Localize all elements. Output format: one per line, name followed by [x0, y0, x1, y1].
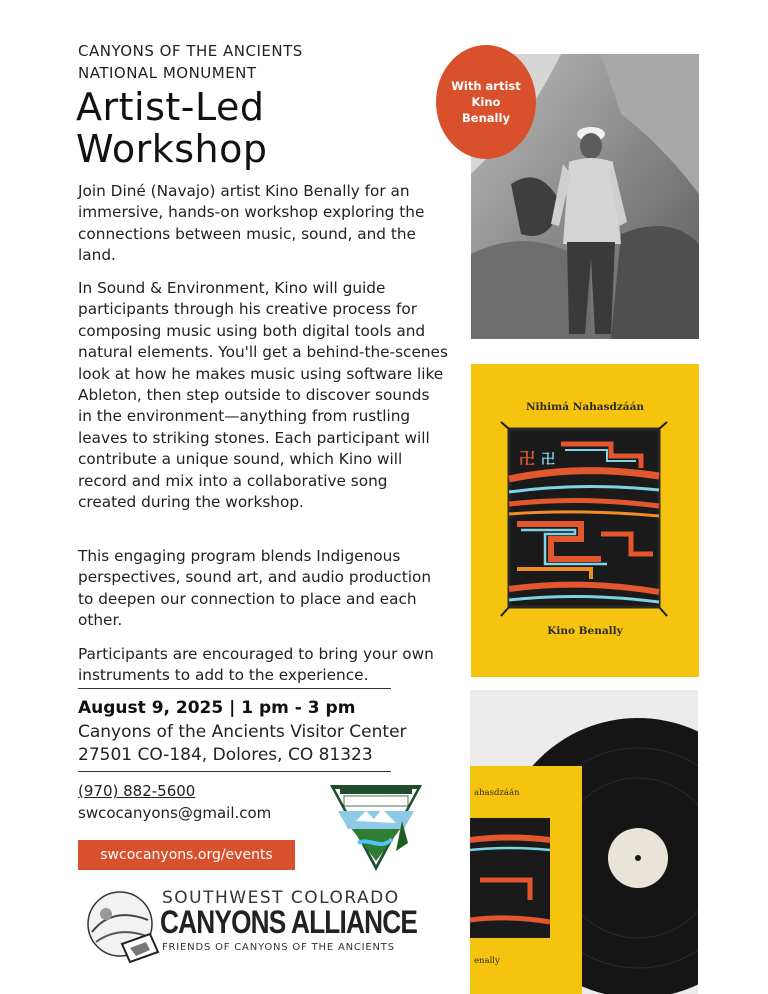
divider [78, 688, 391, 689]
alliance-name-line1: SOUTHWEST COLORADO [162, 888, 400, 908]
monument-name-line2: NATIONAL MONUMENT [78, 64, 257, 82]
vinyl-cover-title: ahasdzáán [474, 788, 520, 798]
divider [78, 771, 391, 772]
monument-name-line1: CANYONS OF THE ANCIENTS [78, 42, 303, 60]
event-venue: Canyons of the Ancients Visitor Center [78, 722, 407, 742]
phone-link[interactable]: (970) 882-5600 [78, 782, 196, 800]
svg-text:卍: 卍 [519, 449, 536, 468]
event-date: August 9, 2025 | 1 pm - 3 pm [78, 698, 356, 718]
website-button[interactable]: swcocanyons.org/events [78, 840, 295, 870]
badge-line2: Kino [471, 95, 501, 109]
event-location [78, 721, 407, 767]
svg-text:卍: 卍 [541, 452, 555, 468]
alliance-tagline: FRIENDS OF CANYONS OF THE ANCIENTS [162, 942, 395, 953]
alliance-name-line2: CANYONS ALLIANCE [160, 904, 418, 940]
artist-badge [436, 45, 536, 159]
page-title [76, 86, 267, 170]
badge-line3: Benally [462, 111, 510, 125]
page-title-line1: Artist-Led [76, 85, 265, 129]
monument-name [78, 40, 303, 84]
blm-logo-icon [326, 781, 426, 873]
program-paragraph: This engaging program blends Indigenous perspectives, sound art, and audio production to deepen our connection to place and each other. [78, 547, 432, 630]
event-address: 27501 CO-184, Dolores, CO 81323 [78, 745, 373, 765]
page-title-line2: Workshop [76, 127, 268, 171]
album-artist: Kino Benally [547, 625, 623, 637]
album-title: Nihimá Nahasdzáán [525, 401, 645, 413]
intro-paragraph: Join Diné (Navajo) artist Kino Benally for an immersive, hands-on workshop exploring the connections between music, sound, and the land. [78, 182, 425, 265]
instruments-paragraph: Participants are encouraged to bring your own instruments to add to the experience. [78, 645, 434, 685]
details-paragraph: In Sound & Environment, Kino will guide participants through his creative process for composing music using both digital tools and natural elements. You'll get a behind-the-scenes look at how he makes music using software like Ableton, then step outside to discover sounds in the environment—anything from rustling leaves to striking stones. Each participant will contribute a unique sound, which Kino will record and mix into a collaborative song created during the workshop. [78, 279, 448, 512]
email-text: swcocanyons@gmail.com [78, 804, 272, 822]
badge-line1: With artist [451, 79, 521, 93]
vinyl-record-image [470, 690, 698, 994]
vinyl-cover-artist: enally [474, 956, 500, 966]
